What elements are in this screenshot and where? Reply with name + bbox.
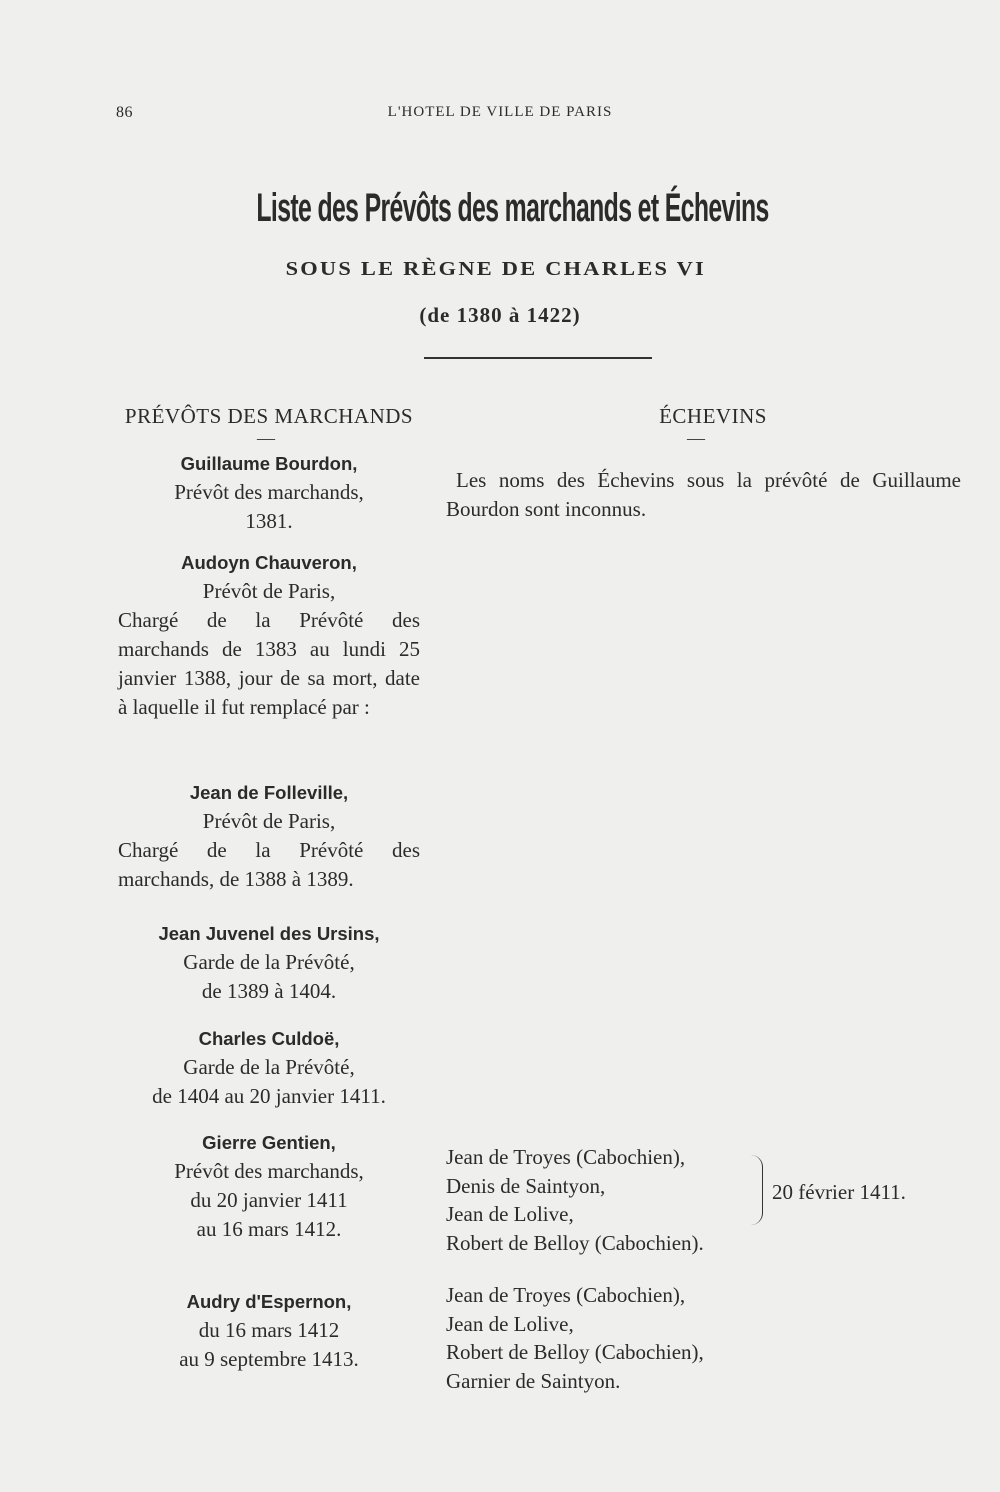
entry-name: Charles Culdoë,	[198, 1028, 340, 1049]
echevins-date: 20 février 1411.	[772, 1180, 906, 1204]
entry-line: Prévôt des marchands,	[174, 1159, 364, 1183]
entry-line: 1381.	[245, 509, 293, 533]
date-range: (de 1380 à 1422)	[419, 303, 581, 327]
echevin-name: Jean de Lolive,	[446, 1202, 574, 1226]
entry-name: Audry d'Espernon,	[186, 1291, 352, 1312]
entry-audoyn-chauveron	[118, 549, 420, 722]
entry-line: Prévôt de Paris,	[202, 579, 336, 603]
echevin-name: Denis de Saintyon,	[446, 1173, 606, 1198]
column-heading-prevots: PRÉVÔTS DES MARCHANDS	[124, 404, 414, 428]
echevin-name: Robert de Belloy (Cabochien).	[446, 1230, 704, 1255]
page-title: Liste des Prévôts des marchands et Échevins	[256, 186, 769, 230]
page-subtitle: SOUS LE RÈGNE DE CHARLES VI	[285, 258, 707, 280]
echevin-name: Jean de Troyes (Cabochien),	[446, 1283, 686, 1307]
entry-line: Garde de la Prévôté,	[183, 1055, 355, 1079]
entry-text: Chargé de la Prévôté des marchands, de 1388 à 1389.	[118, 838, 420, 891]
entry-line: du 16 mars 1412	[198, 1318, 340, 1342]
echevin-name: Jean de Lolive,	[446, 1311, 574, 1336]
entry-guillaume-bourdon	[118, 450, 420, 536]
echevins-group-1412	[446, 1281, 704, 1395]
entry-line: au 16 mars 1412.	[196, 1217, 342, 1241]
entry-name: Guillaume Bourdon,	[180, 453, 358, 474]
echevin-name: Robert de Belloy (Cabochien),	[446, 1340, 704, 1364]
entry-jean-de-folleville	[118, 779, 420, 894]
page-number: 86	[116, 104, 133, 121]
entry-name: Jean Juvenel des Ursins,	[158, 923, 380, 944]
echevin-name: Jean de Troyes (Cabochien),	[446, 1145, 686, 1169]
entry-line: Garde de la Prévôté,	[183, 950, 355, 974]
entry-name: Jean de Folleville,	[189, 782, 349, 803]
entry-name: Gierre Gentien,	[202, 1132, 336, 1153]
entry-text: Chargé de la Prévôté des marchands de 1383 au lundi 25 janvier 1388, jour de sa mort, date à laquelle il fut remplacé par :	[118, 608, 420, 719]
column-heading-echevins: ÉCHEVINS	[659, 404, 767, 428]
heading-dash: —	[257, 428, 275, 448]
entry-gierre-gentien	[118, 1129, 420, 1244]
echevin-name: Garnier de Saintyon.	[446, 1368, 621, 1393]
heading-dash: —	[687, 428, 705, 448]
entry-line: de 1404 au 20 janvier 1411.	[152, 1084, 386, 1108]
title-rule	[424, 357, 652, 359]
echevins-note: Les noms des Échevins sous la prévôté de Guillaume Bourdon sont inconnus.	[446, 468, 961, 521]
entry-name: Audoyn Chauveron,	[181, 552, 357, 573]
brace	[750, 1155, 763, 1225]
entry-jean-juvenel-des-ursins	[118, 920, 420, 1006]
running-head: L'HOTEL DE VILLE DE PARIS	[387, 104, 613, 120]
entry-line: de 1389 à 1404.	[201, 979, 337, 1003]
entry-line: du 20 janvier 1411	[190, 1188, 348, 1212]
entry-line: Prévôt de Paris,	[202, 809, 336, 833]
entry-line: Prévôt des marchands,	[174, 480, 364, 504]
entry-charles-culdoe	[118, 1025, 420, 1111]
entry-audry-d-espernon	[118, 1288, 420, 1374]
echevins-group-1411	[446, 1143, 704, 1257]
page-header	[0, 104, 1000, 128]
entry-line: au 9 septembre 1413.	[179, 1347, 359, 1371]
